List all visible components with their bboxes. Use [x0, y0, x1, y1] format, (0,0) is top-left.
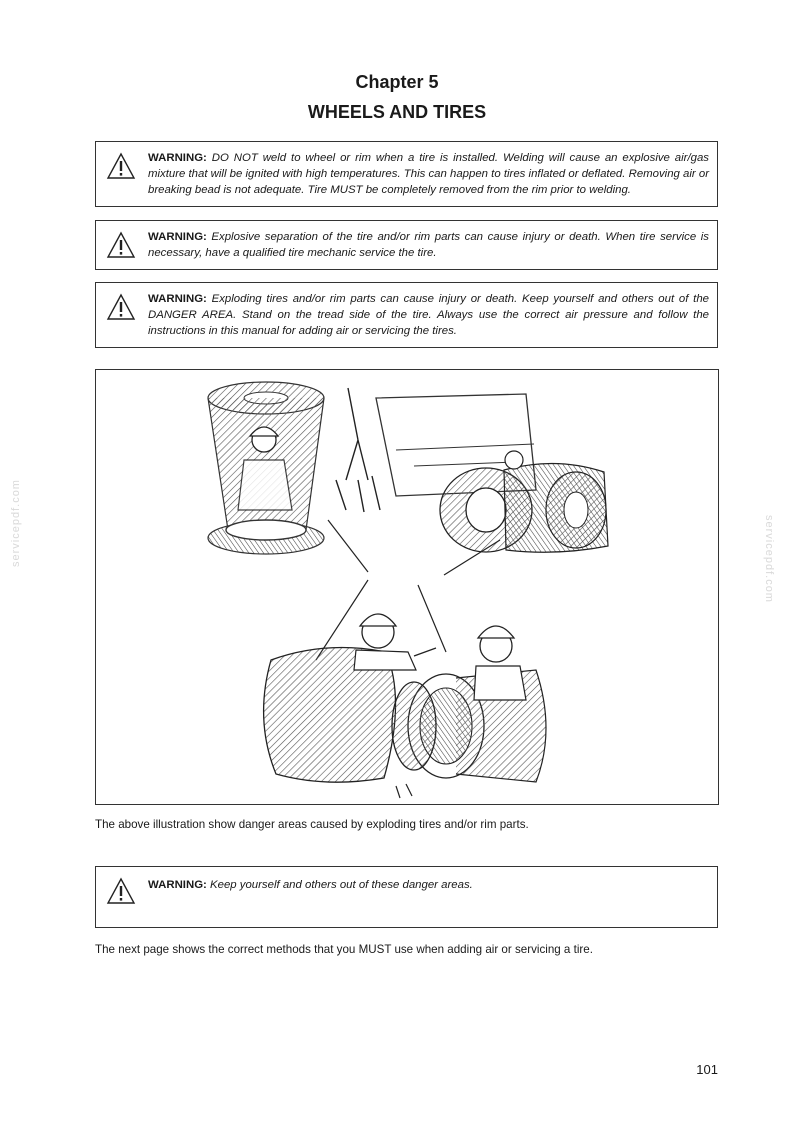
warning-text: DO NOT weld to wheel or rim when a tire is installed. Welding will cause an explosive air/gas mixture that will be ignited with high temperatures. This can happen to tires inflated or deflated. Removing air or breaking bead is not adequate. Tire MUST be completely removed from the rim prior to welding. [148, 152, 709, 196]
safety-cage-drawing [208, 382, 324, 554]
warning-text: Keep yourself and others out of these danger areas. [206, 879, 473, 891]
warning-box-danger-areas [95, 866, 718, 928]
watermark-left: servicepdf.com [10, 479, 22, 567]
danger-area-illustration [95, 369, 719, 805]
warning-box-welding [95, 141, 718, 207]
warning-triangle-icon [106, 152, 136, 180]
page-title: WHEELS AND TIRES [307, 102, 487, 122]
next-page-note: The next page shows the correct methods that you MUST use when adding air or servicing a tire. [95, 943, 593, 956]
illustration-caption: The above illustration show danger areas caused by exploding tires and/or rim parts. [95, 818, 529, 831]
warning-triangle-icon [106, 231, 136, 259]
warning-triangle-icon [106, 877, 136, 905]
warning-label: WARNING: [148, 152, 207, 164]
warning-label: WARNING: [148, 231, 207, 243]
watermark-right: servicepdf.com [763, 515, 775, 603]
warning-box-explosive-separation [95, 220, 718, 270]
workers-tire-drawing [264, 614, 546, 798]
page-number: 101 [696, 1062, 718, 1077]
warning-triangle-icon [106, 293, 136, 321]
warning-text: Explosive separation of the tire and/or rim parts can cause injury or death. When tire service is necessary, have a qualified tire mechanic service the tire. [148, 231, 709, 259]
chapter-heading: Chapter 5 [355, 72, 439, 92]
warning-text: Exploding tires and/or rim parts can cause injury or death. Keep yourself and others out of the DANGER AREA. Stand on the tread side of the tire. Always use the correct air pressure and follow the instructions in this manual for adding air or servicing the tires. [148, 293, 709, 337]
warning-box-exploding-tires [95, 282, 718, 348]
illustration-drawing [96, 370, 718, 804]
warning-label: WARNING: [148, 293, 207, 305]
warning-label: WARNING: [148, 879, 207, 891]
